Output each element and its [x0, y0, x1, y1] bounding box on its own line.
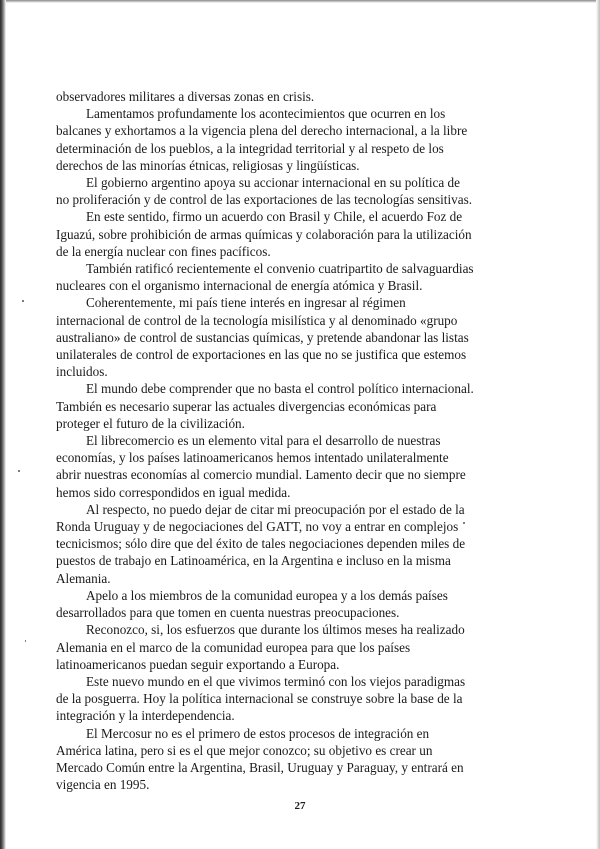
paragraph: Lamentamos profundamente los acontecimientos que ocurren en los balcanes y exhortamos a la vigencia plena del derecho internacional, a la libre determinación de los pueblos, a la integridad territorial y al respeto de los derechos de las minorías étnicas, religiosas y lingüísticas.	[56, 106, 468, 173]
paragraph: Al respecto, no puedo dejar de citar mi preocupación por el estado de la Ronda Uruguay y de negociaciones del GATT, no voy a entrar en complejos tecnicismos; sólo dire que del éxito de tales negociaciones dependen miles de puestos de trabajo en Latinoamérica, en la Argentina e incluso en la misma Alemania.	[56, 501, 466, 586]
paragraph: También ratificó recientemente el convenio cuatripartito de salvaguardias nucleares con el organismo internacional de energía atómica y Brasil.	[56, 261, 474, 294]
paragraph: En este sentido, firmo un acuerdo con Brasil y Chile, el acuerdo Foz de Iguazú, sobre prohibición de armas químicas y colaboración para la utilización de la energía nuclear con fines pacíficos.	[56, 209, 472, 259]
paragraph: El gobierno argentino apoya su accionar internacional en su política de no proliferación y de control de las exportaciones de las tecnologías sensitivas.	[56, 175, 473, 208]
paragraph: El Mercosur no es el primero de estos procesos de integración en América latina, pero si es el que mejor conozco; su objetivo es crear un Mercado Común entre la Argentina, Brasil, Uruguay y Paraguay, y entrará en vigencia en 1995.	[56, 725, 464, 793]
paragraph: Coherentemente, mi país tiene interés en ingresar al régimen internacional de control de la tecnología misilística y al denominado «grupo australiano» de control de sustancias químicas, y pretende abandonar las listas unilaterales de control de exportaciones en las que no se justifica que estemos incluidos.	[56, 295, 469, 380]
paragraph: observadores militares a diversas zonas en crisis.	[56, 89, 315, 104]
paragraph: Reconozco, si, los esfuerzos que durante los últimos meses ha realizado Alemania en el marco de la comunidad europea para que los países latinoamericanos puedan seguir exportando a Europa.	[56, 622, 465, 672]
paragraph: El librecomercio es un elemento vital para el desarrollo de nuestras economías, y los países latinoamericanos hemos intentado unilateralmente abrir nuestras economías al comercio mundial. Lamento decir que no siempre hemos sido correspondidos en igual medida.	[56, 433, 466, 500]
page-number: 27	[294, 800, 306, 812]
scan-speck	[25, 640, 26, 642]
page-body	[56, 88, 476, 793]
scan-speck	[18, 470, 20, 472]
paragraph: Apelo a los miembros de la comunidad europea y a los demás países desarrollados para que tomen en cuenta nuestras preocupaciones.	[56, 587, 448, 621]
scan-edge-right	[596, 0, 600, 849]
scan-edge-top	[0, 0, 600, 3]
scan-edge-left	[0, 0, 6, 849]
paragraph: Este nuevo mundo en el que vivimos terminó con los viejos paradigmas de la posguerra. Hoy la política internacional se construye sobre la base de la integración y la interdependencia.	[56, 673, 466, 724]
paragraph: El mundo debe comprender que no basta el control político internacional. También es necesario superar las actuales divergencias económicas para proteger el futuro de la civilización.	[56, 381, 474, 431]
scan-speck	[22, 300, 24, 302]
